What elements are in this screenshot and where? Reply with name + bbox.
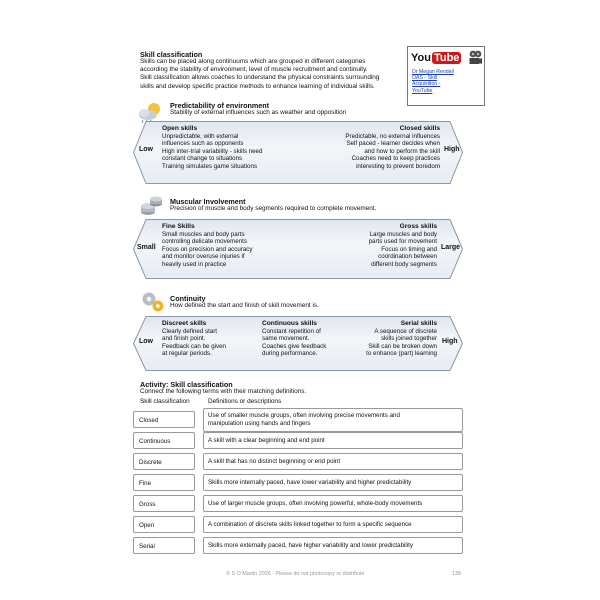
term-box[interactable]: Closed — [133, 411, 195, 428]
activity-row — [133, 432, 463, 449]
block-line: Focus on timing and — [381, 245, 437, 253]
term-box[interactable]: Gross — [133, 495, 195, 512]
page-number: 138 — [452, 571, 461, 577]
activity-row — [133, 408, 463, 432]
block-heading: Gross skills — [399, 223, 437, 230]
block-line: Clearly defined start — [162, 327, 218, 335]
continuum-left-end: Small — [137, 244, 156, 251]
film-reel-icon — [468, 50, 482, 66]
definition-box[interactable]: Skills more externally paced, have higher variability and lower predictability — [203, 537, 463, 554]
block-line: interesting to prevent boredom — [356, 162, 440, 170]
activity-row — [133, 495, 463, 512]
intro-line: skills and develop specific practice methods to enhance learning of individual skills. — [140, 82, 375, 90]
block-heading: Fine Skills — [162, 223, 195, 230]
youtube-logo-tube: Tube — [433, 52, 460, 64]
block-line: High inter-trial variability - skills need — [162, 147, 263, 155]
definition-box[interactable] — [203, 408, 463, 432]
column-header-definition: Definitions or descriptions — [208, 398, 282, 405]
activity-title: Activity: Skill classification — [140, 380, 233, 389]
continuum-right-end: High — [444, 146, 460, 153]
block-line: and finish point. — [162, 335, 206, 343]
continuum-right-end: High — [442, 338, 458, 345]
block-line: parts used for movement — [368, 238, 437, 246]
block-line: Coaches need to keep practices — [351, 155, 440, 163]
block-line: Constant repetition of — [262, 327, 321, 335]
block-line: Predictable, no external influences — [345, 132, 440, 140]
block-line: same movement. — [262, 335, 310, 343]
block-line: Feedback can be given — [162, 342, 226, 350]
video-link-line[interactable]: YouTube — [412, 87, 433, 94]
block-line: coordination between — [378, 253, 437, 261]
definition-box[interactable]: Use of larger muscle groups, often involving powerful, whole-body movements — [203, 495, 463, 512]
continuum-right-end: Large — [441, 244, 461, 251]
block-heading: Continuous skills — [262, 320, 317, 327]
intro-title: Skill classification — [140, 50, 203, 59]
block-line: heavily used in practice — [162, 260, 227, 268]
block-heading: Discreet skills — [162, 320, 207, 327]
weather-icon — [137, 101, 163, 123]
block-line: A sequence of discrete — [374, 327, 437, 335]
block-line: during performance. — [262, 350, 318, 358]
block-line: Self paced - learner decides when — [346, 140, 440, 148]
block-line: Skill can be broken down — [368, 342, 437, 350]
block-line: and how to perform the skill — [364, 147, 440, 155]
intro-line: Skill classification allows coaches to understand the physical constraints surrounding — [140, 74, 380, 82]
section-title: Continuity — [170, 294, 206, 303]
section-subtitle: Precision of muscle and body segments required to complete movement. — [170, 205, 377, 212]
video-link-line[interactable]: OAS - Skill — [412, 75, 438, 82]
continuum-left-end: Low — [139, 146, 153, 153]
video-link-line[interactable]: Acquisition - — [412, 81, 441, 88]
intro-line: according the stability of environment, level of muscle recruitment and continuity. — [140, 66, 368, 74]
footer-copyright: © S O Martin 2026 - Please do not photocopy or distribute — [226, 571, 365, 577]
activity-row — [133, 474, 463, 491]
term-box[interactable]: Continuous — [133, 432, 195, 449]
definition-box[interactable]: Skills more internally paced, have lower variability and higher predictability — [203, 474, 463, 491]
block-line: and monitor overuse injuries if — [162, 253, 245, 261]
closed-skills-block — [312, 125, 440, 171]
fine-skills-block — [162, 223, 302, 269]
block-line: at regular periods. — [162, 350, 212, 358]
block-line: to enhance (part) learning — [366, 350, 437, 358]
term-box[interactable]: Discrete — [133, 453, 195, 470]
video-link-box[interactable] — [407, 46, 485, 106]
gross-skills-block — [330, 223, 437, 269]
term-box[interactable]: Serial — [133, 537, 195, 554]
continuum-left-end: Low — [139, 338, 153, 345]
block-heading: Open skills — [162, 125, 198, 132]
block-line: skills joined together — [380, 335, 437, 343]
serial-skills-block — [344, 320, 437, 358]
activity-row — [133, 453, 463, 470]
block-line: different body segments — [371, 260, 437, 268]
activity-row — [133, 537, 463, 554]
definition-box[interactable]: A combination of discrete skills linked together to form a specific sequence — [203, 516, 463, 533]
discreet-skills-block — [162, 320, 257, 358]
definition-line: Use of smaller muscle groups, often involving precise movements and — [208, 412, 400, 419]
activity-instruction: Connect the following terms with their matching definitions. — [140, 388, 307, 395]
column-header-term: Skill classification — [140, 398, 190, 405]
block-line: Small muscles and body parts — [162, 230, 245, 238]
intro-line: Skills can be placed along continuums which are grouped in different categories — [140, 58, 366, 65]
video-link-line[interactable]: Dr Megan Rendell — [412, 69, 454, 75]
block-heading: Closed skills — [399, 125, 440, 132]
block-line: Large muscles and body — [369, 230, 437, 238]
video-link[interactable] — [412, 69, 482, 94]
open-skills-block — [162, 125, 312, 171]
term-box[interactable]: Fine — [133, 474, 195, 491]
definition-box[interactable]: A skill with a clear beginning and end point — [203, 432, 463, 449]
block-line: constant change to situations — [162, 155, 243, 163]
block-line: controlling delicate movements — [162, 238, 247, 246]
intro-text — [140, 58, 405, 91]
gears-icon — [140, 290, 166, 314]
section-title: Predictability of environment — [170, 101, 270, 110]
definition-line: manipulation using hands and fingers — [208, 420, 311, 427]
section-subtitle: How defined the start and finish of skill movement is. — [170, 302, 319, 309]
block-heading: Serial skills — [400, 320, 437, 327]
continuous-skills-block — [262, 320, 357, 358]
block-line: Focus on precision and accuracy — [162, 245, 253, 253]
block-line: Coaches give feedback — [262, 342, 327, 350]
block-line: Training simulates game situations — [162, 162, 258, 170]
section-subtitle: Stability of external influences such as weather and opposition — [170, 109, 347, 116]
block-line: influences such as opponents — [162, 140, 244, 148]
youtube-logo-you: You — [411, 52, 431, 64]
section-title: Muscular Involvement — [170, 197, 246, 206]
block-line: Unpredictable, with external — [162, 132, 239, 140]
activity-row — [133, 516, 463, 533]
youtube-logo — [411, 51, 461, 65]
definition-box[interactable]: A skill that has no distinct beginning or end point — [203, 453, 463, 470]
dumbbell-icon — [140, 194, 164, 218]
term-box[interactable]: Open — [133, 516, 195, 533]
